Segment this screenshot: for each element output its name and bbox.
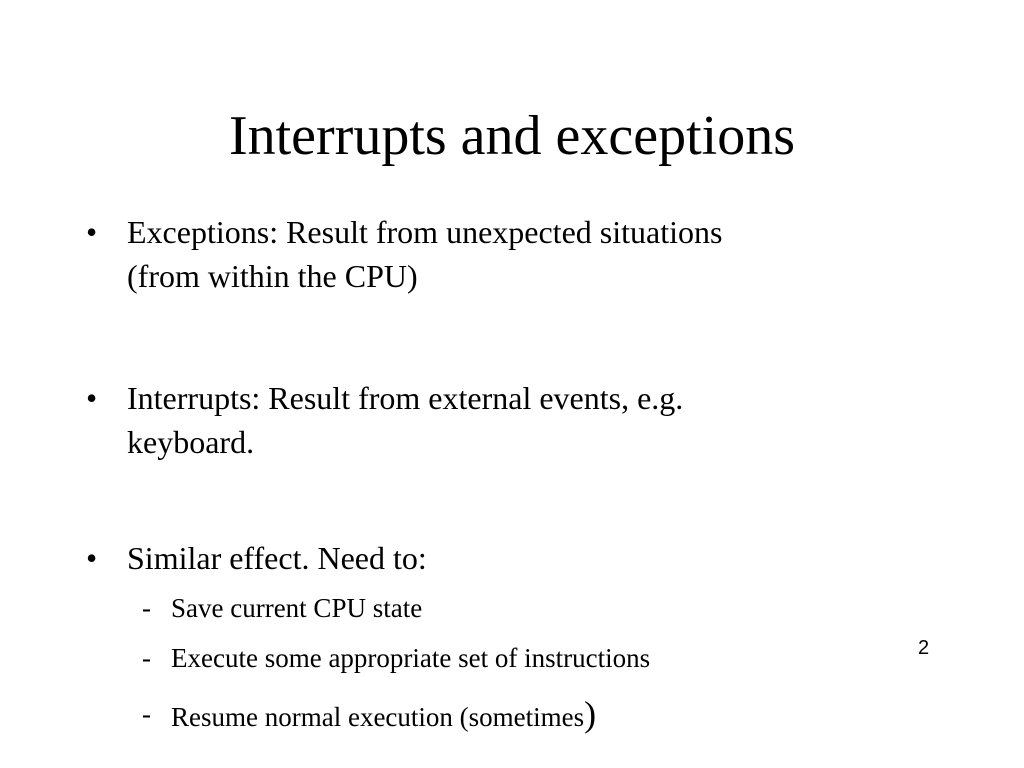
bullet-text bbox=[127, 376, 907, 464]
bullet-marker: • bbox=[86, 540, 98, 576]
bullet-text bbox=[127, 210, 907, 298]
page-number: 2 bbox=[918, 637, 930, 659]
bullet-marker: • bbox=[86, 380, 98, 416]
slide-title: Interrupts and exceptions bbox=[228, 105, 796, 167]
bullet-line: (from within the CPU) bbox=[127, 258, 418, 294]
bullet-line: Exceptions: Result from unexpected situations bbox=[127, 214, 723, 250]
sub-item-marker: - bbox=[142, 643, 151, 673]
sub-item-marker: - bbox=[142, 593, 151, 623]
bullet-marker: • bbox=[86, 214, 98, 250]
sub-item-text bbox=[171, 696, 596, 735]
bullet-line: keyboard. bbox=[127, 424, 255, 460]
bullet-text bbox=[127, 536, 907, 580]
bullet-line: Similar effect. Need to: bbox=[127, 540, 427, 576]
sub-item-marker: - bbox=[142, 699, 151, 729]
sub-item-text: Execute some appropriate set of instructions bbox=[171, 643, 651, 673]
closing-parenthesis: ) bbox=[584, 694, 597, 734]
sub-item-text-body: Resume normal execution (sometimes bbox=[171, 702, 585, 732]
sub-item-text: Save current CPU state bbox=[171, 593, 423, 623]
bullet-line: Interrupts: Result from external events, e.g. bbox=[127, 380, 684, 416]
